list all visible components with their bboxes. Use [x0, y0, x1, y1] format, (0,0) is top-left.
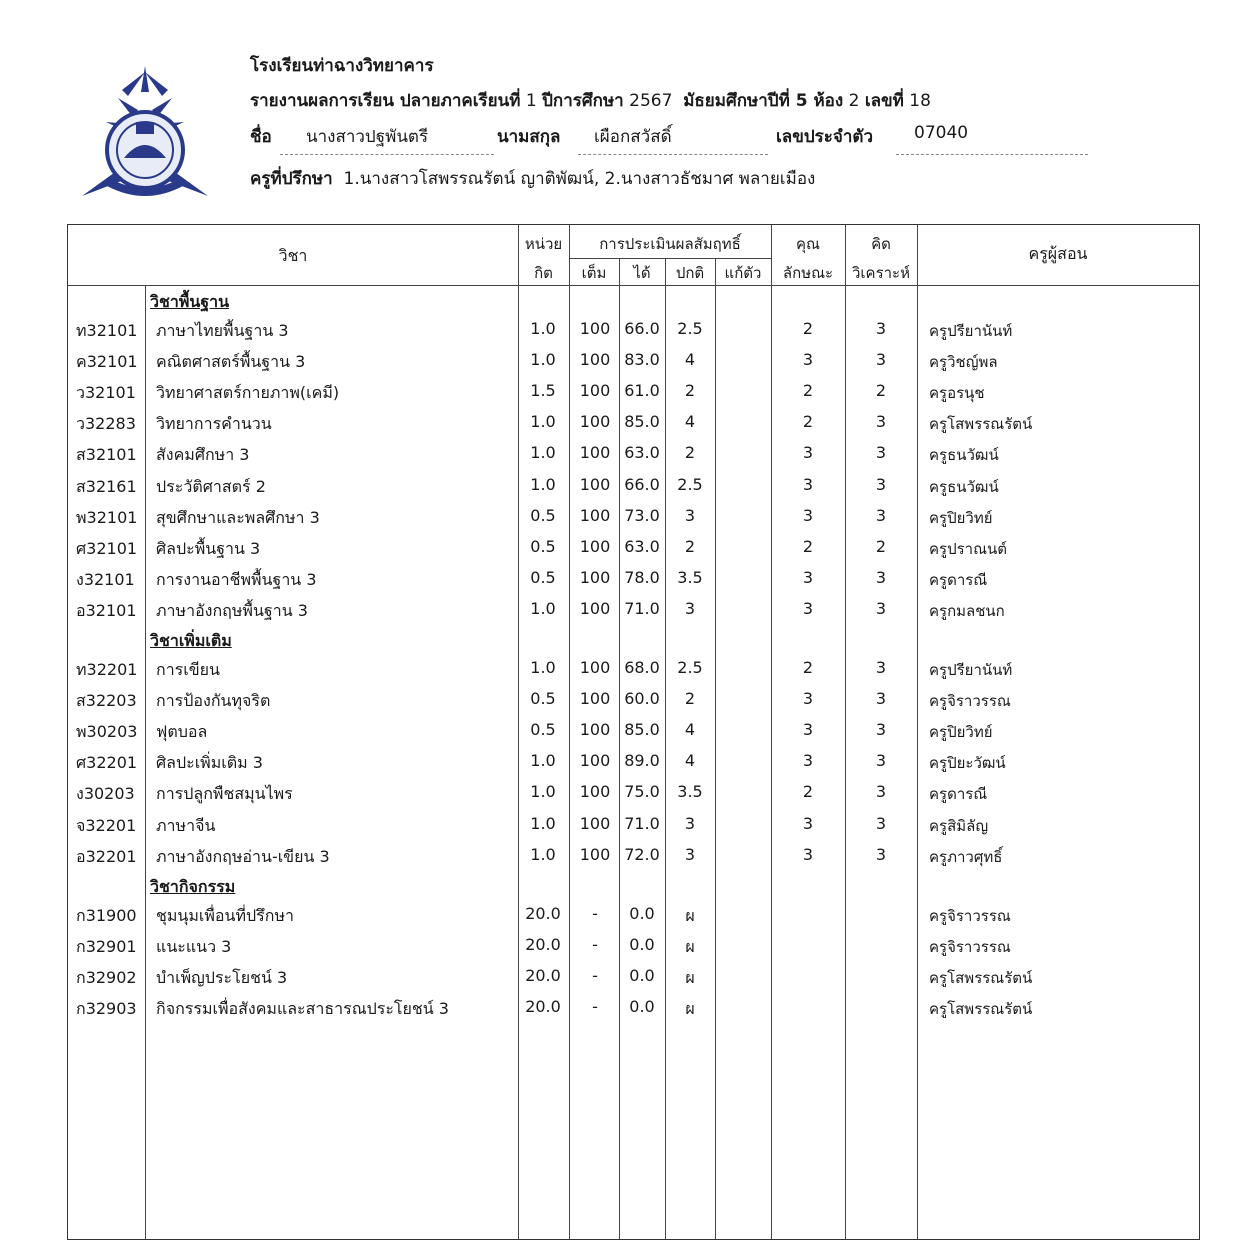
subject-code: พ32101 [76, 507, 138, 527]
subject-name: บำเพ็ญประโยชน์ 3 [156, 967, 288, 987]
character-score: 2 [802, 658, 814, 677]
analytic-score: 3 [875, 412, 887, 432]
full-score: - [592, 965, 598, 985]
table-row [68, 810, 1201, 841]
teacher-name: ครูโสพรรณรัตน์ [929, 1000, 1033, 1018]
table-row [68, 931, 1201, 962]
analytic-score: 3 [875, 658, 887, 677]
grade-report-table [67, 224, 1200, 1240]
room-value: 2 [848, 91, 860, 111]
got-score: 0.0 [629, 997, 655, 1016]
analytic-score: 3 [875, 474, 887, 494]
full-score: - [592, 903, 598, 923]
got-score: 85.0 [624, 720, 660, 740]
full-score: 100 [579, 598, 611, 618]
normal-grade: 3 [684, 598, 696, 618]
subject-code: ก31900 [76, 905, 137, 925]
analytic-score: 3 [875, 844, 887, 864]
student-surname: เผือกสวัสดิ์ [594, 127, 672, 147]
credit-value: 1.5 [530, 381, 556, 401]
teacher-name: ครูภาวศุทธิ์ [929, 847, 1003, 866]
advisor-names: 1.นางสาวโสพรรณรัตน์ ญาติพัฒน์, 2.นางสาวธัชมาศ พลายเมือง [343, 169, 816, 189]
teacher-name: ครูกมลชนก [929, 601, 1005, 620]
credit-value: 20.0 [525, 934, 561, 954]
assessment-subheader-divider [569, 258, 771, 259]
subject-name: การงานอาชีพพื้นฐาน 3 [156, 569, 317, 589]
subject-name: ชุมนุมเพื่อนที่ปรึกษา [156, 905, 294, 925]
character-score: 3 [802, 350, 814, 370]
teacher-name: ครูปิยะวัฒน์ [929, 754, 1006, 773]
got-score: 0.0 [629, 934, 655, 954]
teacher-column-header: ครูผู้สอน [1028, 244, 1088, 263]
subject-code: อ32201 [76, 846, 137, 866]
table-row [68, 747, 1201, 778]
normal-grade: ผ [685, 967, 695, 987]
subject-name: กิจกรรมเพื่อสังคมและสาธารณประโยชน์ 3 [156, 999, 449, 1018]
table-row [68, 993, 1201, 1024]
normal-grade: 2 [684, 443, 696, 463]
credit-value: 20.0 [525, 903, 561, 923]
analytic-header-top: คิด [871, 235, 891, 253]
normal-grade: 2 [684, 381, 696, 401]
assessment-header: การประเมินผลสัมฤทธิ์ [599, 235, 741, 253]
got-score: 66.0 [624, 319, 660, 338]
got-score: 0.0 [629, 965, 655, 985]
subject-code: ส32161 [76, 476, 137, 496]
normal-grade: 2 [684, 689, 696, 709]
subject-name: คณิตศาสตร์พื้นฐาน 3 [156, 352, 306, 372]
character-score: 3 [802, 813, 814, 833]
got-score: 0.0 [629, 903, 655, 923]
table-row [68, 595, 1201, 626]
school-name-text: โรงเรียนท่าฉางวิทยาคาร [250, 56, 434, 76]
credit-value: 1.0 [530, 319, 556, 338]
subject-code: ง32101 [76, 569, 135, 589]
credit-value: 1.0 [530, 813, 556, 833]
full-score: 100 [579, 505, 611, 525]
subject-name: สังคมศึกษา 3 [156, 445, 250, 465]
analytic-score: 3 [875, 443, 887, 463]
section-heading: วิชาพื้นฐาน [150, 292, 230, 311]
full-score: 100 [579, 319, 611, 338]
analytic-score: 3 [875, 782, 887, 802]
got-score: 72.0 [624, 844, 660, 864]
section-heading: วิชาเพิ่มเติม [150, 631, 232, 650]
number-value: 18 [909, 91, 931, 111]
subject-name: ภาษาอังกฤษพื้นฐาน 3 [156, 600, 308, 620]
normal-grade: ผ [685, 905, 695, 925]
table-row [68, 502, 1201, 533]
year-label: ปีการศึกษา [542, 91, 624, 111]
school-name [250, 52, 434, 79]
subject-name: ประวัติศาสตร์ 2 [156, 476, 266, 496]
credit-value: 0.5 [530, 536, 556, 556]
subject-code: อ32101 [76, 600, 137, 620]
normal-grade: 3.5 [677, 567, 703, 587]
table-row [68, 471, 1201, 502]
analytic-score: 3 [875, 813, 887, 833]
teacher-name: ครูโสพรรณรัตน์ [929, 415, 1033, 434]
teacher-name: ครูธนวัฒน์ [929, 477, 999, 496]
subject-code: จ32201 [76, 815, 137, 835]
got-score: 73.0 [624, 505, 660, 525]
normal-grade: 3.5 [677, 782, 703, 802]
credit-value: 20.0 [525, 997, 561, 1016]
got-score: 63.0 [624, 443, 660, 463]
teacher-name: ครูจิราวรรณ [929, 937, 1011, 956]
table-row [68, 346, 1201, 377]
normal-grade: 4 [684, 350, 696, 370]
subject-name: ภาษาไทยพื้นฐาน 3 [156, 321, 289, 340]
surname-dotted-line [578, 154, 768, 155]
subject-name: แนะแนว 3 [156, 936, 232, 956]
teacher-name: ครูจิราวรรณ [929, 906, 1011, 925]
normal-grade: 4 [684, 720, 696, 740]
subject-code: ค32101 [76, 352, 138, 372]
student-id-label: เลขประจำตัว [776, 127, 873, 147]
character-score: 3 [802, 720, 814, 740]
teacher-name: ครูดารณี [929, 785, 988, 804]
got-score: 71.0 [624, 813, 660, 833]
full-score: 100 [579, 381, 611, 401]
character-score: 2 [802, 782, 814, 802]
analytic-score: 3 [875, 567, 887, 587]
normal-grade: 2 [684, 536, 696, 556]
analytic-score: 3 [875, 350, 887, 370]
full-score: 100 [579, 658, 611, 677]
character-header-top: คุณ [796, 235, 820, 253]
normal-grade: 2.5 [677, 319, 703, 338]
teacher-name: ครูอรนุช [929, 384, 985, 403]
subject-name: การปลูกพืชสมุนไพร [156, 784, 293, 804]
got-score: 60.0 [624, 689, 660, 709]
normal-grade: 2.5 [677, 474, 703, 494]
character-score: 3 [802, 844, 814, 864]
table-row [68, 962, 1201, 993]
credit-value: 20.0 [525, 965, 561, 985]
full-score: - [592, 934, 598, 954]
table-row [68, 564, 1201, 595]
teacher-name: ครูธนวัฒน์ [929, 446, 999, 465]
got-score: 63.0 [624, 536, 660, 556]
teacher-name: ครูปรียานันท์ [929, 322, 1013, 340]
subject-code: ศ32201 [76, 753, 138, 773]
subject-name: วิทยาศาสตร์กายภาพ(เคมี) [156, 383, 340, 403]
table-row [68, 533, 1201, 564]
full-score: 100 [579, 720, 611, 740]
normal-grade: ผ [685, 936, 695, 956]
subject-code: ส32203 [76, 691, 137, 711]
table-row [68, 716, 1201, 747]
school-emblem-logo [78, 62, 212, 200]
character-score: 3 [802, 474, 814, 494]
subject-name: การเขียน [156, 660, 220, 679]
got-score: 71.0 [624, 598, 660, 618]
full-score: 100 [579, 813, 611, 833]
subject-name: ฟุตบอล [156, 722, 208, 742]
subject-code: ท32201 [76, 660, 138, 679]
analytic-score: 3 [875, 751, 887, 771]
subject-column-header: วิชา [278, 246, 308, 265]
teacher-name: ครูวิชญ์พล [929, 353, 998, 372]
table-row [68, 654, 1201, 685]
got-score: 85.0 [624, 412, 660, 432]
character-score: 2 [802, 536, 814, 556]
character-score: 3 [802, 505, 814, 525]
student-id: 07040 [914, 123, 969, 143]
teacher-name: ครูสิมิลัญ [929, 816, 989, 835]
analytic-score: 3 [875, 689, 887, 709]
full-score: - [592, 997, 598, 1016]
subject-name: ศิลปะพื้นฐาน 3 [156, 538, 261, 558]
credit-value: 1.0 [530, 350, 556, 370]
normal-grade: ผ [685, 999, 695, 1018]
credit-value: 0.5 [530, 720, 556, 740]
credit-value: 1.0 [530, 751, 556, 771]
table-row [68, 841, 1201, 872]
full-score: 100 [579, 536, 611, 556]
full-score: 100 [579, 689, 611, 709]
analytic-score: 3 [875, 319, 887, 338]
subject-name: ภาษาจีน [156, 815, 216, 835]
got-score: 66.0 [624, 474, 660, 494]
teacher-name: ครูดารณี [929, 570, 988, 589]
normal-grade: 4 [684, 751, 696, 771]
credit-header-top: หน่วย [524, 235, 563, 253]
subject-code: ส32101 [76, 445, 137, 465]
table-row [68, 685, 1201, 716]
character-score: 2 [802, 381, 814, 401]
subject-code: ก32901 [76, 936, 137, 956]
full-score: 100 [579, 412, 611, 432]
got-score: 68.0 [624, 658, 660, 677]
subject-name: วิทยาการคำนวน [156, 414, 272, 434]
number-label: เลขที่ [864, 91, 904, 111]
header-divider [68, 285, 1199, 286]
report-label: รายงานผลการเรียน ปลายภาคเรียนที่ [250, 91, 521, 111]
normal-grade: 3 [684, 505, 696, 525]
advisor-line [250, 165, 815, 192]
table-row [68, 778, 1201, 809]
full-score-header: เต็ม [581, 264, 607, 282]
subject-code: ก32902 [76, 967, 137, 987]
character-score: 3 [802, 567, 814, 587]
advisor-label: ครูที่ปรึกษา [250, 169, 333, 189]
normal-grade: 3 [684, 813, 696, 833]
got-score: 89.0 [624, 751, 660, 771]
got-score: 61.0 [624, 381, 660, 401]
normal-grade-header: ปกติ [675, 264, 705, 282]
subject-code: ว32101 [76, 383, 136, 403]
credit-value: 0.5 [530, 567, 556, 587]
teacher-name: ครูโสพรรณรัตน์ [929, 968, 1033, 987]
got-score: 78.0 [624, 567, 660, 587]
grade-label: มัธยมศึกษาปีที่ 5 ห้อง [683, 91, 844, 111]
full-score: 100 [579, 844, 611, 864]
credit-value: 1.0 [530, 474, 556, 494]
subject-name: การป้องกันทุจริต [156, 691, 271, 711]
teacher-name: ครูปิยวิทย์ [929, 508, 993, 527]
student-name-line [250, 123, 272, 150]
subject-name: สุขศึกษาและพลศึกษา 3 [156, 507, 320, 527]
subject-code: ก32903 [76, 999, 137, 1018]
character-score: 3 [802, 751, 814, 771]
analytic-score: 2 [875, 536, 887, 556]
subject-name: ภาษาอังกฤษอ่าน-เขียน 3 [156, 846, 330, 866]
fixed-grade-header: แก้ตัว [724, 264, 762, 282]
full-score: 100 [579, 751, 611, 771]
full-score: 100 [579, 567, 611, 587]
got-score: 83.0 [624, 350, 660, 370]
name-dotted-line [280, 154, 494, 155]
full-score: 100 [579, 443, 611, 463]
section-heading: วิชากิจกรรม [150, 876, 236, 896]
analytic-score: 3 [875, 505, 887, 525]
full-score: 100 [579, 782, 611, 802]
got-score: 75.0 [624, 782, 660, 802]
teacher-name: ครูปรียานันท์ [929, 661, 1013, 679]
normal-grade: 3 [684, 844, 696, 864]
table-row [68, 439, 1201, 470]
credit-value: 1.0 [530, 443, 556, 463]
table-row [68, 315, 1201, 346]
credit-value: 1.0 [530, 658, 556, 677]
character-score: 3 [802, 598, 814, 618]
character-score: 3 [802, 443, 814, 463]
report-title-line [250, 87, 931, 114]
got-score-header: ได้ [633, 264, 651, 282]
subject-code: ศ32101 [76, 538, 138, 558]
credit-header-bottom: กิต [534, 264, 553, 282]
credit-value: 1.0 [530, 598, 556, 618]
semester-value: 1 [525, 91, 537, 111]
credit-value: 1.0 [530, 782, 556, 802]
credit-value: 0.5 [530, 689, 556, 709]
id-dotted-line [896, 154, 1088, 155]
character-score: 2 [802, 412, 814, 432]
analytic-score: 2 [875, 381, 887, 401]
character-score: 3 [802, 689, 814, 709]
year-value: 2567 [629, 91, 673, 111]
table-row [68, 408, 1201, 439]
subject-code: ท32101 [76, 321, 138, 340]
teacher-name: ครูปิยวิทย์ [929, 723, 993, 742]
full-score: 100 [579, 350, 611, 370]
character-score: 2 [802, 319, 814, 338]
name-label: ชื่อ [250, 127, 272, 147]
surname-label: นามสกุล [497, 127, 561, 147]
table-row [68, 900, 1201, 931]
teacher-name: ครูจิราวรรณ [929, 692, 1011, 711]
normal-grade: 4 [684, 412, 696, 432]
analytic-score: 3 [875, 720, 887, 740]
analytic-score: 3 [875, 598, 887, 618]
student-name: นางสาวปฐพันตรี [306, 127, 429, 147]
analytic-header-bottom: วิเคราะห์ [851, 264, 910, 282]
subject-code: ง30203 [76, 784, 135, 804]
subject-code: ว32283 [76, 414, 136, 434]
table-row [68, 377, 1201, 408]
credit-value: 0.5 [530, 505, 556, 525]
full-score: 100 [579, 474, 611, 494]
teacher-name: ครูปราณนต์ [929, 539, 1008, 558]
subject-code: พ30203 [76, 722, 138, 742]
character-header-bottom: ลักษณะ [782, 264, 834, 282]
normal-grade: 2.5 [677, 658, 703, 677]
credit-value: 1.0 [530, 412, 556, 432]
subject-name: ศิลปะเพิ่มเติม 3 [156, 753, 263, 773]
credit-value: 1.0 [530, 844, 556, 864]
